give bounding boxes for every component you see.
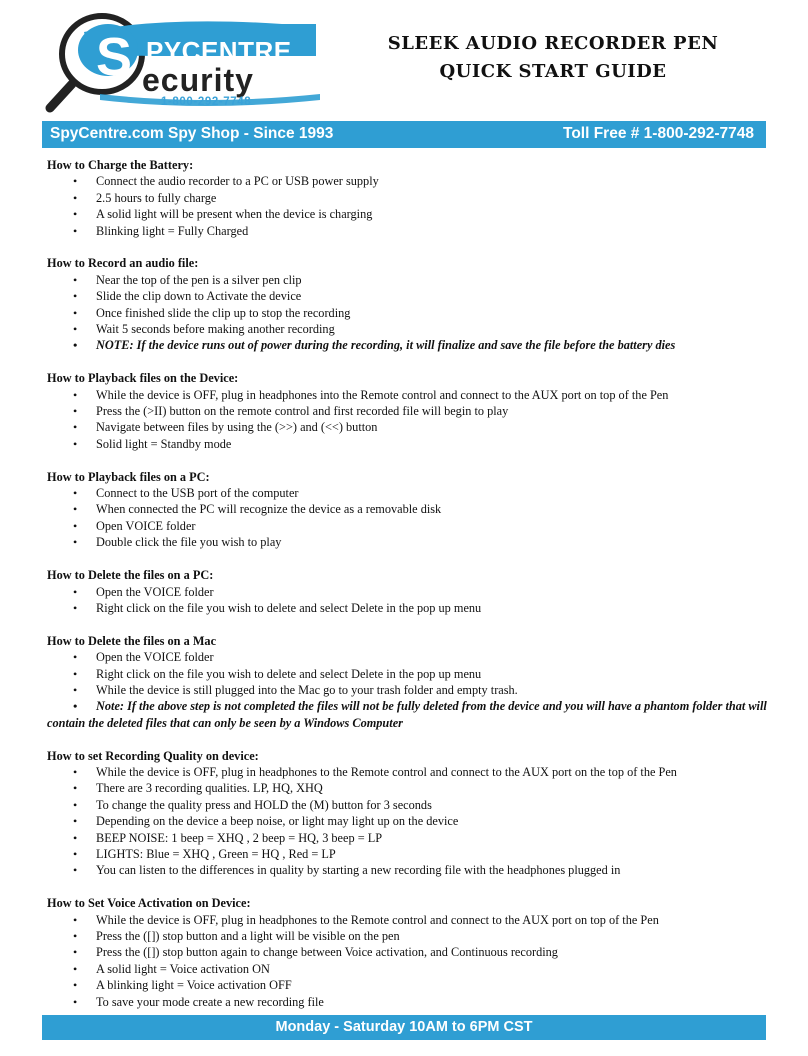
list-item: • BEEP NOISE: 1 beep = XHQ , 2 beep = HQ, 3 beep = LP [47,830,767,846]
bullet-list [47,649,767,731]
list-item: • You can listen to the differences in quality by starting a new recording file with the headphones plugged in [47,862,767,878]
section-delete-pc [47,567,767,616]
section-recording-quality [47,748,767,879]
section-heading: How to Set Voice Activation on Device: [47,896,251,911]
section-heading: How to Playback files on a PC: [47,469,210,484]
title-line-1: SLEEK AUDIO RECORDER PEN [387,33,719,54]
note-item: • Note: If the above step is not completed the files will not be fully deleted from the device and you will have a phantom folder that will contain the deleted files that can only be seen by a Windows Computer [47,698,767,731]
list-item: • While the device is OFF, plug in headphones into the Remote control and connect to the AUX port on top of the Pen [47,387,767,403]
business-hours-text: Monday - Saturday 10AM to 6PM CST [275,1019,533,1035]
list-item: • Open VOICE folder [47,518,767,534]
guide-content [47,157,767,1026]
logo-phone-number: 1-800-292-7748 [161,96,252,108]
list-item: • While the device is OFF, plug in headphones to the Remote control and connect to the AUX port on top of the Pen [47,912,767,928]
toll-free-number: Toll Free # 1-800-292-7748 [563,125,754,142]
bullet-list [47,387,767,453]
list-item: • When connected the PC will recognize the device as a removable disk [47,501,767,517]
list-item: • Slide the clip down to Activate the device [47,288,767,304]
bullet-list [47,173,767,239]
list-item: • Double click the file you wish to play [47,534,767,550]
section-heading: How to Charge the Battery: [47,158,194,172]
business-hours-bar [42,1015,766,1040]
logo-word-spycentre: PYCENTRE [146,36,292,66]
title-line-2: QUICK START GUIDE [439,61,667,82]
bullet-list [47,272,767,354]
list-item: • Open the VOICE folder [47,649,767,665]
shop-tagline: SpyCentre.com Spy Shop - Since 1993 [50,125,334,142]
list-item: • To change the quality press and HOLD the (M) button for 3 seconds [47,797,767,813]
logo-letter-s: S [96,27,133,87]
note-item: • NOTE: If the device runs out of power during the recording, it will finalize and save the file before the battery dies [47,337,767,353]
list-item: • A solid light will be present when the device is charging [47,206,767,222]
section-playback-device [47,370,767,452]
list-item: • Open the VOICE folder [47,584,767,600]
document-title [360,30,746,86]
list-item: • Once finished slide the clip up to stop the recording [47,305,767,321]
bullet-list [47,584,767,617]
spycentre-security-logo [44,10,326,116]
logo-word-security: ecurity [142,62,254,98]
list-item: • To save your mode create a new recording file [47,994,767,1010]
bullet-list [47,764,767,879]
list-item: • There are 3 recording qualities. LP, HQ, XHQ [47,780,767,796]
list-item: • Press the ([]) stop button again to change between Voice activation, and Continuous recording [47,944,767,960]
section-playback-pc [47,469,767,551]
list-item: • Press the (>II) button on the remote control and first recorded file will begin to play [47,403,767,419]
list-item: • Right click on the file you wish to delete and select Delete in the pop up menu [47,666,767,682]
top-info-bar [42,121,766,148]
list-item: • While the device is still plugged into the Mac go to your trash folder and empty trash. [47,682,767,698]
list-item: • Connect the audio recorder to a PC or USB power supply [47,173,767,189]
list-item: • Connect to the USB port of the computer [47,485,767,501]
page-header [0,0,808,118]
list-item: • Wait 5 seconds before making another recording [47,321,767,337]
list-item: • A solid light = Voice activation ON [47,961,767,977]
list-item: • Press the ([]) stop button and a light will be visible on the pen [47,928,767,944]
section-record-audio [47,255,767,353]
list-item: • Solid light = Standby mode [47,436,767,452]
list-item: • Blinking light = Fully Charged [47,223,767,239]
list-item: • Near the top of the pen is a silver pen clip [47,272,767,288]
section-charge-battery [47,157,767,239]
bullet-list [47,485,767,551]
list-item: • LIGHTS: Blue = XHQ , Green = HQ , Red = LP [47,846,767,862]
list-item: • A blinking light = Voice activation OFF [47,977,767,993]
section-heading: How to Record an audio file: [47,256,199,271]
list-item: • Navigate between files by using the (>>) and (<<) button [47,419,767,435]
list-item: • While the device is OFF, plug in headphones to the Remote control and connect to the AUX port on the top of the Pen [47,764,767,780]
section-heading: How to Delete the files on a Mac [47,633,217,648]
section-heading: How to Delete the files on a PC: [47,568,214,583]
bullet-list [47,912,767,1010]
list-item: • 2.5 hours to fully charge [47,190,767,206]
section-voice-activation [47,895,767,1010]
section-heading: How to Playback files on the Device: [47,371,239,386]
list-item: • Right click on the file you wish to delete and select Delete in the pop up menu [47,600,767,616]
section-delete-mac [47,633,767,731]
section-heading: How to set Recording Quality on device: [47,748,259,763]
list-item: • Depending on the device a beep noise, or light may light up on the device [47,813,767,829]
